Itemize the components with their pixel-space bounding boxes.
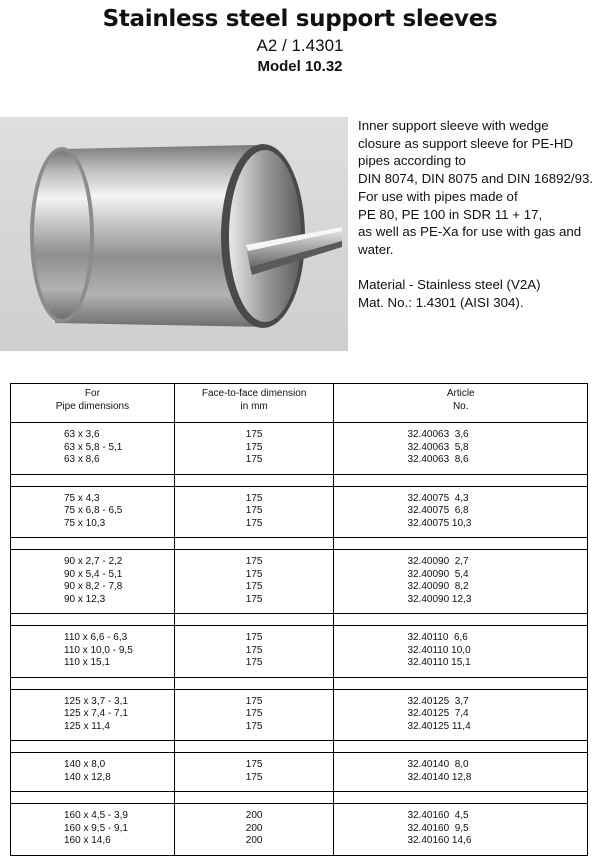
article-number: 32.40110 15,1 (407, 657, 471, 668)
article-number: 32.40140 12,8 (407, 771, 472, 783)
face-to-face-dimension: 175 (245, 429, 263, 440)
article-number: 32.40140 8,0 (407, 759, 469, 770)
face-to-face-dimension-cell (174, 804, 334, 856)
face-to-face-dimension: 200 (245, 810, 263, 821)
pipe-dimension: 160 x 4,5 - 3,9 (64, 810, 128, 821)
face-to-face-dimension: 175 (245, 593, 263, 605)
table-row-group (11, 753, 588, 792)
description-line: PE 80, PE 100 in SDR 11 + 17, (358, 206, 543, 222)
article-number: 32.40063 5,8 (407, 441, 469, 453)
pipe-dimension: 75 x 10,3 (64, 517, 106, 529)
pipe-dimension-cell (11, 486, 175, 538)
description-line: as well as PE-Xa for use with gas and (358, 224, 582, 240)
description-line: DIN 8074, DIN 8075 and DIN 16892/93. (358, 171, 594, 187)
model-number: Model 10.32 (257, 58, 343, 75)
face-to-face-dimension: 200 (245, 822, 263, 834)
face-to-face-dimension: 175 (245, 644, 263, 656)
material-line: Material - Stainless steel (V2A) (358, 277, 541, 293)
table-row-group (11, 626, 588, 678)
face-to-face-dimension-cell (174, 626, 334, 678)
face-to-face-dimension: 175 (245, 492, 263, 504)
article-number: 32.40110 10,0 (407, 644, 471, 656)
face-to-face-dimension: 175 (245, 720, 263, 732)
pipe-dimension: 125 x 7,4 - 7,1 (64, 708, 128, 719)
article-number: 32.40075 10,3 (407, 517, 472, 529)
column-header-article-no: Article No. (334, 384, 588, 423)
article-number: 32.40063 3,6 (407, 429, 469, 440)
product-photo (0, 117, 348, 351)
article-number: 32.40063 8,6 (407, 454, 469, 465)
article-number-cell (334, 550, 588, 614)
article-number: 32.40160 4,5 (407, 810, 469, 821)
face-to-face-dimension: 175 (245, 771, 263, 783)
face-to-face-dimension: 175 (245, 657, 263, 668)
pipe-dimension: 75 x 4,3 (64, 492, 100, 504)
pipe-dimension: 125 x 11,4 (64, 720, 110, 732)
table-row-group (11, 689, 588, 741)
article-number-cell (334, 423, 588, 475)
face-to-face-dimension: 175 (245, 632, 263, 643)
pipe-dimension: 63 x 5,8 - 5,1 (64, 441, 123, 453)
pipe-dimension: 140 x 8,0 (64, 759, 106, 770)
article-number: 32.40110 6,6 (407, 632, 468, 643)
face-to-face-dimension: 175 (245, 708, 263, 719)
description-line: water. (358, 241, 394, 257)
face-to-face-dimension: 175 (245, 454, 263, 465)
column-header-face-to-face: Face-to-face dimension in mm (174, 384, 334, 423)
pipe-dimension-cell (11, 804, 175, 856)
table-row-group (11, 486, 588, 538)
article-number: 32.40125 7,4 (407, 708, 469, 719)
pipe-dimension: 90 x 8,2 - 7,8 (64, 581, 123, 592)
face-to-face-dimension-cell (174, 423, 334, 475)
dimensions-table (10, 383, 588, 856)
article-number: 32.40090 5,4 (407, 568, 469, 580)
pipe-dimension-cell (11, 550, 175, 614)
pipe-dimension-cell (11, 753, 175, 792)
article-number: 32.40075 4,3 (407, 492, 469, 504)
face-to-face-dimension: 200 (245, 835, 263, 846)
pipe-dimension: 75 x 6,8 - 6,5 (64, 505, 123, 516)
table-row-group (11, 550, 588, 614)
article-number: 32.40090 2,7 (407, 556, 469, 567)
pipe-dimension: 110 x 10,0 - 9,5 (64, 644, 133, 656)
article-number: 32.40125 3,7 (407, 695, 469, 707)
page-title: Stainless steel support sleeves (102, 6, 498, 32)
article-number: 32.40125 11,4 (407, 720, 471, 732)
column-header-pipe-dimensions: For Pipe dimensions (11, 384, 175, 423)
face-to-face-dimension: 175 (245, 581, 263, 592)
face-to-face-dimension: 175 (245, 517, 263, 529)
face-to-face-dimension: 175 (245, 759, 263, 770)
article-number: 32.40160 9,5 (407, 822, 469, 834)
material-grade: A2 / 1.4301 (256, 36, 344, 55)
face-to-face-dimension-cell (174, 486, 334, 538)
group-separator (11, 677, 588, 689)
material-number-line: Mat. No.: 1.4301 (AISI 304). (358, 295, 524, 311)
article-number-cell (334, 626, 588, 678)
pipe-dimension: 63 x 3,6 (64, 429, 100, 440)
article-number-cell (334, 804, 588, 856)
pipe-dimension-cell (11, 626, 175, 678)
pipe-dimension-cell (11, 689, 175, 741)
article-number-cell (334, 689, 588, 741)
face-to-face-dimension: 175 (245, 695, 263, 707)
table-row-group (11, 804, 588, 856)
pipe-dimension: 140 x 12,8 (64, 771, 111, 783)
description-line: For use with pipes made of (358, 188, 518, 204)
pipe-dimension: 110 x 15,1 (64, 657, 110, 668)
face-to-face-dimension: 175 (245, 568, 263, 580)
pipe-dimension: 63 x 8,6 (64, 454, 100, 465)
group-separator (11, 792, 588, 804)
article-number: 32.40090 8,2 (407, 581, 469, 592)
description-line: Inner support sleeve with wedge (358, 118, 549, 133)
pipe-dimension: 90 x 2,7 - 2,2 (64, 556, 123, 567)
article-number-cell (334, 753, 588, 792)
face-to-face-dimension: 175 (245, 556, 263, 567)
group-separator (11, 538, 588, 550)
table-row-group (11, 423, 588, 475)
pipe-dimension: 125 x 3,7 - 3,1 (64, 695, 128, 707)
pipe-dimension: 90 x 5,4 - 5,1 (64, 568, 123, 580)
pipe-dimension: 160 x 14,6 (64, 835, 111, 846)
face-to-face-dimension-cell (174, 550, 334, 614)
pipe-dimension: 90 x 12,3 (64, 593, 106, 605)
article-number: 32.40075 6,8 (407, 505, 469, 516)
group-separator (11, 614, 588, 626)
pipe-dimension-cell (11, 423, 175, 475)
group-separator (11, 741, 588, 753)
pipe-dimension: 110 x 6,6 - 6,3 (64, 632, 128, 643)
face-to-face-dimension: 175 (245, 505, 263, 516)
article-number-cell (334, 486, 588, 538)
group-separator (11, 474, 588, 486)
face-to-face-dimension-cell (174, 689, 334, 741)
description-line: pipes according to (358, 153, 466, 169)
article-number: 32.40160 14,6 (407, 835, 472, 846)
description-line: closure as support sleeve for PE-HD (358, 135, 574, 151)
pipe-dimension: 160 x 9,5 - 9,1 (64, 822, 128, 834)
face-to-face-dimension: 175 (245, 441, 263, 453)
article-number: 32.40090 12,3 (407, 593, 472, 605)
face-to-face-dimension-cell (174, 753, 334, 792)
product-description (358, 117, 598, 312)
